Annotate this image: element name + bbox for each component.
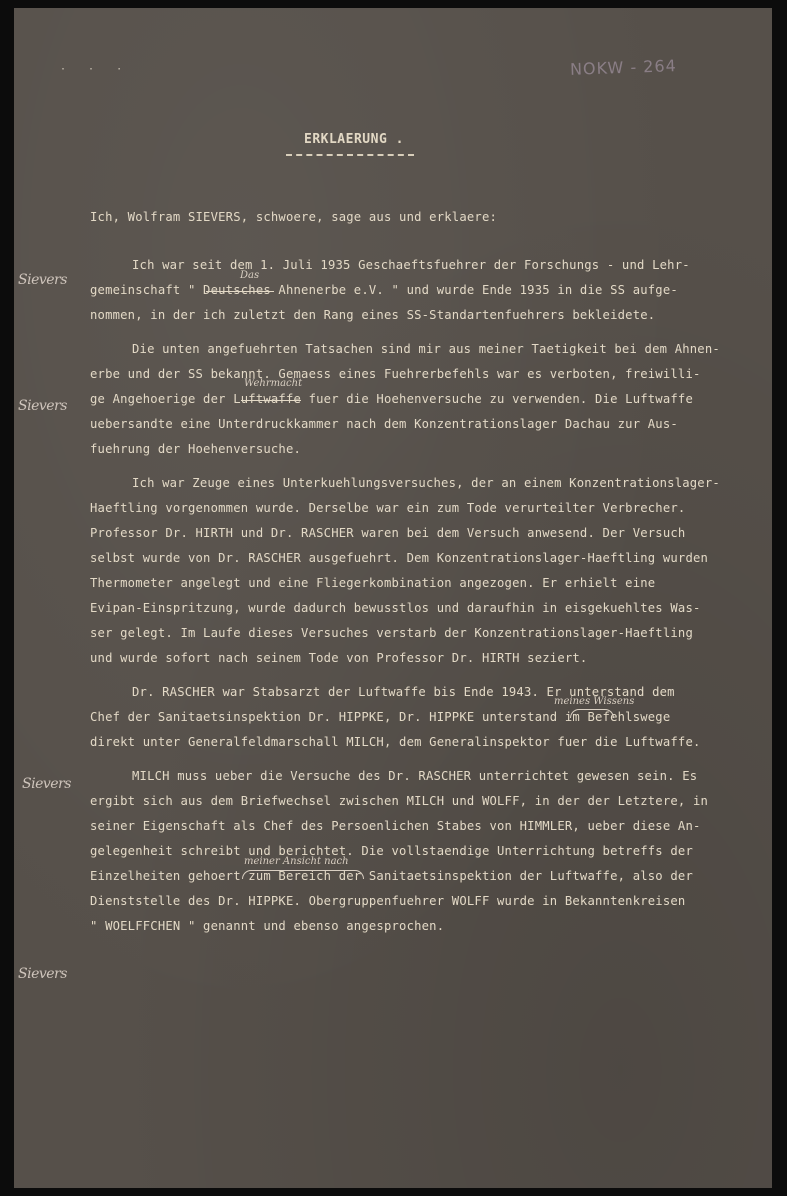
text-line: " WOELFFCHEN " genannt und ebenso angesprochen. xyxy=(90,919,445,933)
text-line: und wurde sofort nach seinem Tode von Professor Dr. HIRTH seziert. xyxy=(90,651,588,665)
text-line: Ich, Wolfram SIEVERS, schwoere, sage aus und erklaere: xyxy=(90,210,498,224)
insertion-caret xyxy=(570,709,614,718)
paper-specks: · · · xyxy=(60,64,131,75)
text-line: Evipan-Einspritzung, wurde dadurch bewusstlos und daraufhin in eisgekuehltes Was- xyxy=(90,601,701,615)
handwritten-das: Das xyxy=(240,270,260,281)
text-line: selbst wurde von Dr. RASCHER ausgefuehrt. Dem Konzentrationslager-Haeftling wurden xyxy=(90,551,709,565)
margin-initials: Sievers xyxy=(18,398,67,414)
strike-deutsches xyxy=(206,291,274,292)
text-line: gemeinschaft " Deutsches Ahnenerbe e.V. " und wurde Ende 1935 in die SS aufge- xyxy=(90,283,678,297)
strike-luftwaffe xyxy=(241,400,301,401)
text-line: Chef der Sanitaetsinspektion Dr. HIPPKE, Dr. HIPPKE unterstand im Befehlswege xyxy=(90,710,671,724)
text-line: fuehrung der Hoehenversuche. xyxy=(90,442,302,456)
handwritten-meines-wissens: meines Wissens xyxy=(554,696,635,707)
text-line: seiner Eigenschaft als Chef des Persoenlichen Stabes von HIMMLER, ueber diese An- xyxy=(90,819,701,833)
text-line: Dienststelle des Dr. HIPPKE. Obergruppenfuehrer WOLFF wurde in Bekanntenkreisen xyxy=(90,894,686,908)
text-line: Einzelheiten gehoert zum Bereich der Sanitaetsinspektion der Luftwaffe, also der xyxy=(90,869,693,883)
text-line: Dr. RASCHER war Stabsarzt der Luftwaffe bis Ende 1943. Er unterstand dem xyxy=(132,685,675,699)
insertion-caret xyxy=(242,870,364,879)
text-line: Thermometer angelegt und eine Fliegerkombination angezogen. Er erhielt eine xyxy=(90,576,656,590)
text-line: ge Angehoerige der Luftwaffe fuer die Hoehenversuche zu verwenden. Die Luftwaffe xyxy=(90,392,693,406)
text-line: uebersandte eine Unterdruckkammer nach dem Konzentrationslager Dachau zur Aus- xyxy=(90,417,678,431)
text-line: direkt unter Generalfeldmarschall MILCH, dem Generalinspektor fuer die Luftwaffe. xyxy=(90,735,701,749)
handwritten-wehrmacht: Wehrmacht xyxy=(244,378,303,389)
text-line: MILCH muss ueber die Versuche des Dr. RASCHER unterrichtet gewesen sein. Es xyxy=(132,769,698,783)
document-id-stamp: NOKW - 264 xyxy=(569,56,678,79)
text-line: Haeftling vorgenommen wurde. Derselbe war ein zum Tode verurteilter Verbrecher. xyxy=(90,501,686,515)
margin-initials: Sievers xyxy=(18,272,67,288)
title-underline xyxy=(286,154,414,156)
text-line: ser gelegt. Im Laufe dieses Versuches verstarb der Konzentrationslager-Haeftling xyxy=(90,626,693,640)
handwritten-meiner-ansicht-nach: meiner Ansicht nach xyxy=(244,856,349,867)
margin-initials: Sievers xyxy=(18,966,67,982)
text-line: Die unten angefuehrten Tatsachen sind mir aus meiner Taetigkeit bei dem Ahnen- xyxy=(132,342,720,356)
text-line: nommen, in der ich zuletzt den Rang eines SS-Standartenfuehrers bekleidete. xyxy=(90,308,656,322)
margin-initials: Sievers xyxy=(22,776,71,792)
text-line: gelegenheit schreibt und berichtet. Die vollstaendige Unterrichtung betreffs der xyxy=(90,844,693,858)
text-line: ergibt sich aus dem Briefwechsel zwischen MILCH und WOLFF, in der der Letztere, in xyxy=(90,794,709,808)
text-line: Professor Dr. HIRTH und Dr. RASCHER waren bei dem Versuch anwesend. Der Versuch xyxy=(90,526,686,540)
text-line: Ich war seit dem 1. Juli 1935 Geschaeftsfuehrer der Forschungs - und Lehr- xyxy=(132,258,690,272)
document-page xyxy=(14,8,772,1188)
text-line: Ich war Zeuge eines Unterkuehlungsversuches, der an einem Konzentrationslager- xyxy=(132,476,720,490)
text-line: erbe und der SS bekannt. Gemaess eines Fuehrerbefehls war es verboten, freiwilli- xyxy=(90,367,701,381)
document-title: ERKLAERUNG . xyxy=(304,132,404,147)
